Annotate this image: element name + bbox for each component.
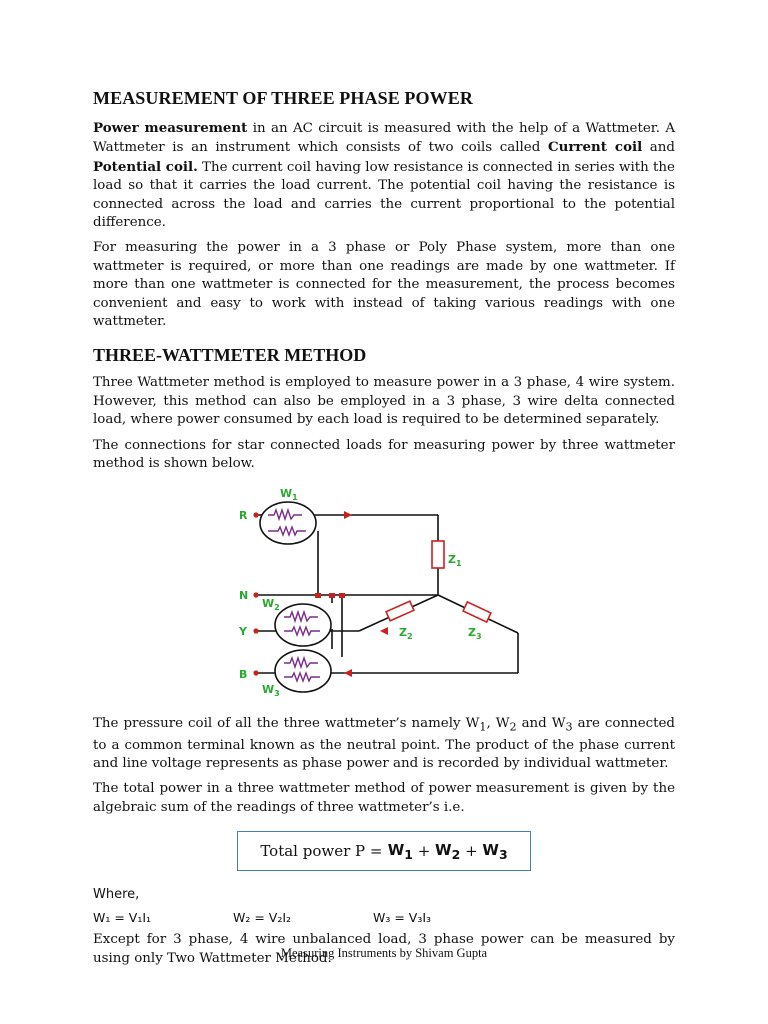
pressure-coil-paragraph: The pressure coil of all the three wattmeter’s namely $W_1$, $W_2$ and $W_3$ are connected to a common terminal known as the neutral point. The product of the phase current and line voltage represents as phase power and is recorded by individual wattmeter. — [93, 715, 676, 771]
equation-w1: W₁ = V₁I₁ — [93, 910, 152, 926]
intro-paragraph — [93, 119, 675, 232]
connections-paragraph: The connections for star connected loads for measuring power by three wattmeter method is shown below. — [93, 437, 675, 472]
arrow-y — [380, 627, 388, 635]
junction-1 — [315, 593, 321, 598]
label-n: N — [239, 588, 249, 602]
arrow-r — [344, 511, 352, 519]
impedance-z2 — [386, 601, 414, 621]
three-wattmeter-paragraph: Three Wattmeter method is employed to measure power in a 3 phase, 4 wire system. However, this method can also be employed in a 3 phase, 3 wire delta connected load, where power consumed by each load is required to be determined separately. — [93, 375, 675, 428]
arrow-b — [344, 669, 352, 677]
intro-text-3: The current coil having low resistance is connected in series with the load so that it carries the load current. The potential coil having the resistance is connected across the load and carries the current proportional to the potential difference. — [93, 159, 675, 231]
label-z1: $Z_1$ — [448, 552, 462, 568]
where-label: Where, — [93, 887, 140, 903]
intro-text-1: in an AC circuit is measured with the help of a Wattmeter. A Wattmeter is an instrument which consists of two coils called — [93, 121, 675, 156]
label-w2: $W_2$ — [262, 596, 280, 612]
terminal-r — [253, 512, 258, 517]
junction-2 — [329, 593, 335, 598]
intro-bold-power-measurement: Power measurement — [93, 120, 248, 136]
page-footer: Measuring Instruments by Shivam Gupta — [280, 946, 488, 960]
intro-bold-current-coil: Current coil — [547, 139, 643, 156]
label-z3: $Z_3$ — [468, 625, 482, 641]
equations-row — [93, 910, 675, 925]
total-power-formula: Total power P = $W_1$ + $W_2$ + $W_3$ — [237, 831, 531, 871]
impedance-z1 — [432, 541, 444, 568]
poly-phase-paragraph: For measuring the power in a 3 phase or Poly Phase system, more than one wattmeter is required, or more than one readings are made by one wattmeter. If more than one wattmeter is connected for the measurement, the process becomes convenient and easy to work with instead of taking various readings with one wattmeter. — [93, 240, 675, 330]
intro-bold-potential-coil: Potential coil. — [93, 158, 198, 175]
label-w3: $W_3$ — [262, 682, 280, 698]
terminal-y — [253, 628, 258, 633]
terminal-b — [253, 670, 258, 675]
label-y: Y — [239, 624, 247, 638]
total-power-paragraph: The total power in a three wattmeter method of power measurement is given by the algebraic sum of the readings of three wattmeter’s i.e. — [93, 781, 675, 815]
equation-w2: W₂ = V₂I₂ — [233, 910, 292, 926]
impedance-z3 — [463, 601, 491, 621]
closing-paragraph: Except for 3 phase, 4 wire unbalanced load, 3 phase power can be measured by using only Two Wattmeter Method. — [93, 932, 675, 966]
document-page — [93, 88, 675, 975]
page-title: MEASUREMENT OF THREE PHASE POWER — [93, 88, 473, 108]
label-b: B — [239, 667, 248, 681]
label-r: R — [239, 508, 248, 522]
terminal-n — [253, 592, 258, 597]
label-z2: $Z_2$ — [399, 625, 413, 641]
intro-text-2: and — [642, 140, 675, 156]
junction-3 — [339, 593, 345, 598]
equation-w3: W₃ = V₃I₃ — [373, 910, 432, 926]
section-heading-three-wattmeter: THREE-WATTMETER METHOD — [93, 345, 367, 366]
wattmeter-w3 — [275, 650, 331, 692]
wattmeter-w2 — [275, 604, 331, 646]
circuit-svg — [234, 481, 524, 705]
label-w1: $W_1$ — [280, 486, 298, 502]
circuit-diagram — [234, 481, 524, 705]
